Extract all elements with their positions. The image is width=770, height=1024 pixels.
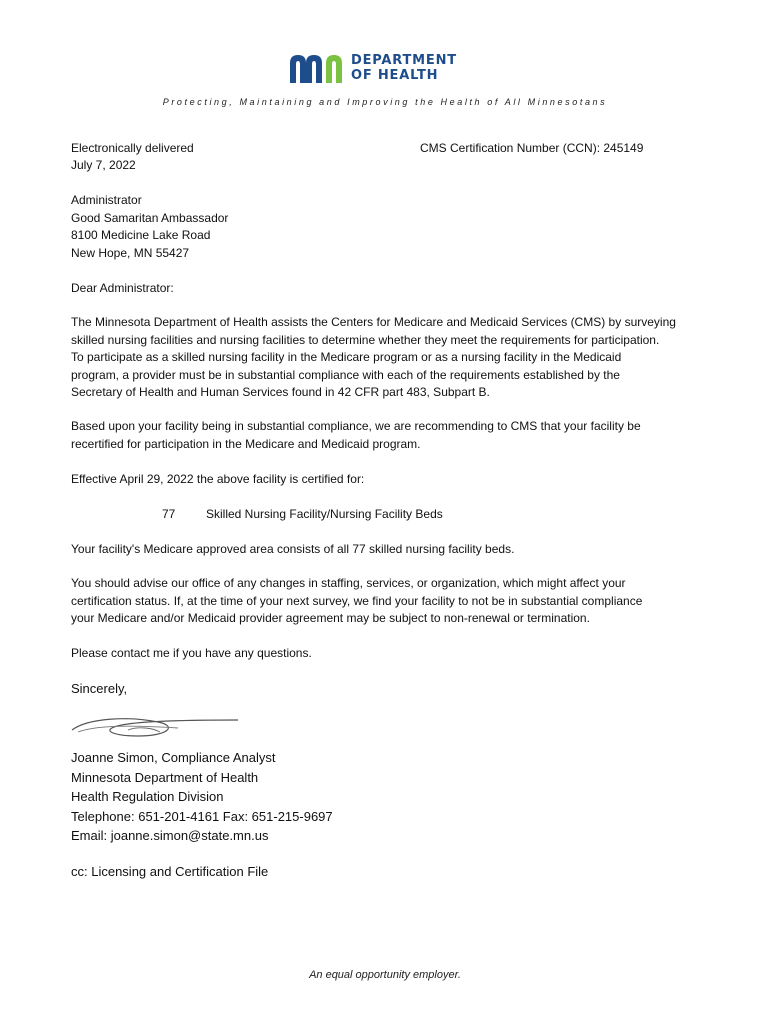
- paragraph-line: Secretary of Health and Human Services found in 42 CFR part 483, Subpart B.: [71, 385, 490, 399]
- delivery-note: Electronically delivered: [71, 141, 194, 155]
- signature-block: [71, 748, 711, 846]
- bed-count: 77: [162, 507, 176, 521]
- mn-logo-icon: [288, 53, 350, 85]
- paragraph-line: recertified for participation in the Medicare and Medicaid program.: [71, 436, 421, 451]
- cc-line: cc: Licensing and Certification File: [71, 864, 269, 879]
- paragraph-line: To participate as a skilled nursing facility in the Medicare program or as a nursing facility in the Medicaid: [71, 350, 622, 364]
- paragraph-line: certification status. If, at the time of your next survey, we find your facility to not be in substantial compliance: [71, 593, 643, 608]
- signer-name-title: Joanne Simon, Compliance Analyst: [71, 750, 276, 765]
- paragraph-line: The Minnesota Department of Health assists the Centers for Medicare and Medicaid Services (CMS) by surveying: [71, 315, 676, 329]
- paragraph-advise: [71, 575, 711, 628]
- signer-phone: Telephone: 651-201-4161 Fax: 651-215-9697: [71, 808, 333, 824]
- letter-date: July 7, 2022: [71, 158, 136, 172]
- recipient-address: [71, 192, 711, 262]
- closing: Sincerely,: [71, 681, 128, 696]
- footer-note: An equal opportunity employer.: [309, 969, 461, 981]
- logo-line-department: DEPARTMENT: [351, 53, 457, 68]
- ccn-number: CMS Certification Number (CCN): 245149: [420, 141, 644, 155]
- handwritten-signature: [68, 710, 243, 742]
- tagline: Protecting, Maintaining and Improving the Health of All Minnesotans: [162, 97, 608, 107]
- effective-statement: Effective April 29, 2022 the above facility is certified for:: [71, 472, 365, 486]
- address-line: New Hope, MN 55427: [71, 245, 190, 260]
- mdh-logo: [288, 53, 488, 85]
- contact-request: Please contact me if you have any questions.: [71, 646, 312, 660]
- paragraph-recommendation: [71, 418, 711, 453]
- approved-area: Your facility's Medicare approved area consists of all 77 skilled nursing facility beds.: [71, 542, 515, 556]
- signer-organization: Minnesota Department of Health: [71, 769, 259, 785]
- logo-line-of-health: OF HEALTH: [351, 68, 439, 83]
- salutation: Dear Administrator:: [71, 281, 174, 295]
- address-line: 8100 Medicine Lake Road: [71, 228, 211, 242]
- logo-text: [351, 53, 457, 83]
- paragraph-line: You should advise our office of any changes in staffing, services, or organization, which might affect your: [71, 576, 626, 590]
- signer-email: Email: joanne.simon@state.mn.us: [71, 828, 269, 843]
- paragraph-line: Based upon your facility being in substantial compliance, we are recommending to CMS that your facility be: [71, 419, 641, 433]
- paragraph-intro: [71, 314, 711, 402]
- address-line: Administrator: [71, 193, 142, 207]
- address-line: Good Samaritan Ambassador: [71, 210, 229, 225]
- paragraph-line: program, a provider must be in substantial compliance with each of the requirements established by the: [71, 367, 620, 382]
- paragraph-line: your Medicare and/or Medicaid provider agreement may be subject to non-renewal or termination.: [71, 611, 590, 625]
- signer-division: Health Regulation Division: [71, 789, 224, 804]
- bed-type: Skilled Nursing Facility/Nursing Facility Beds: [206, 507, 443, 521]
- paragraph-line: skilled nursing facilities and nursing facilities to determine whether they meet the requirements for participation.: [71, 332, 660, 347]
